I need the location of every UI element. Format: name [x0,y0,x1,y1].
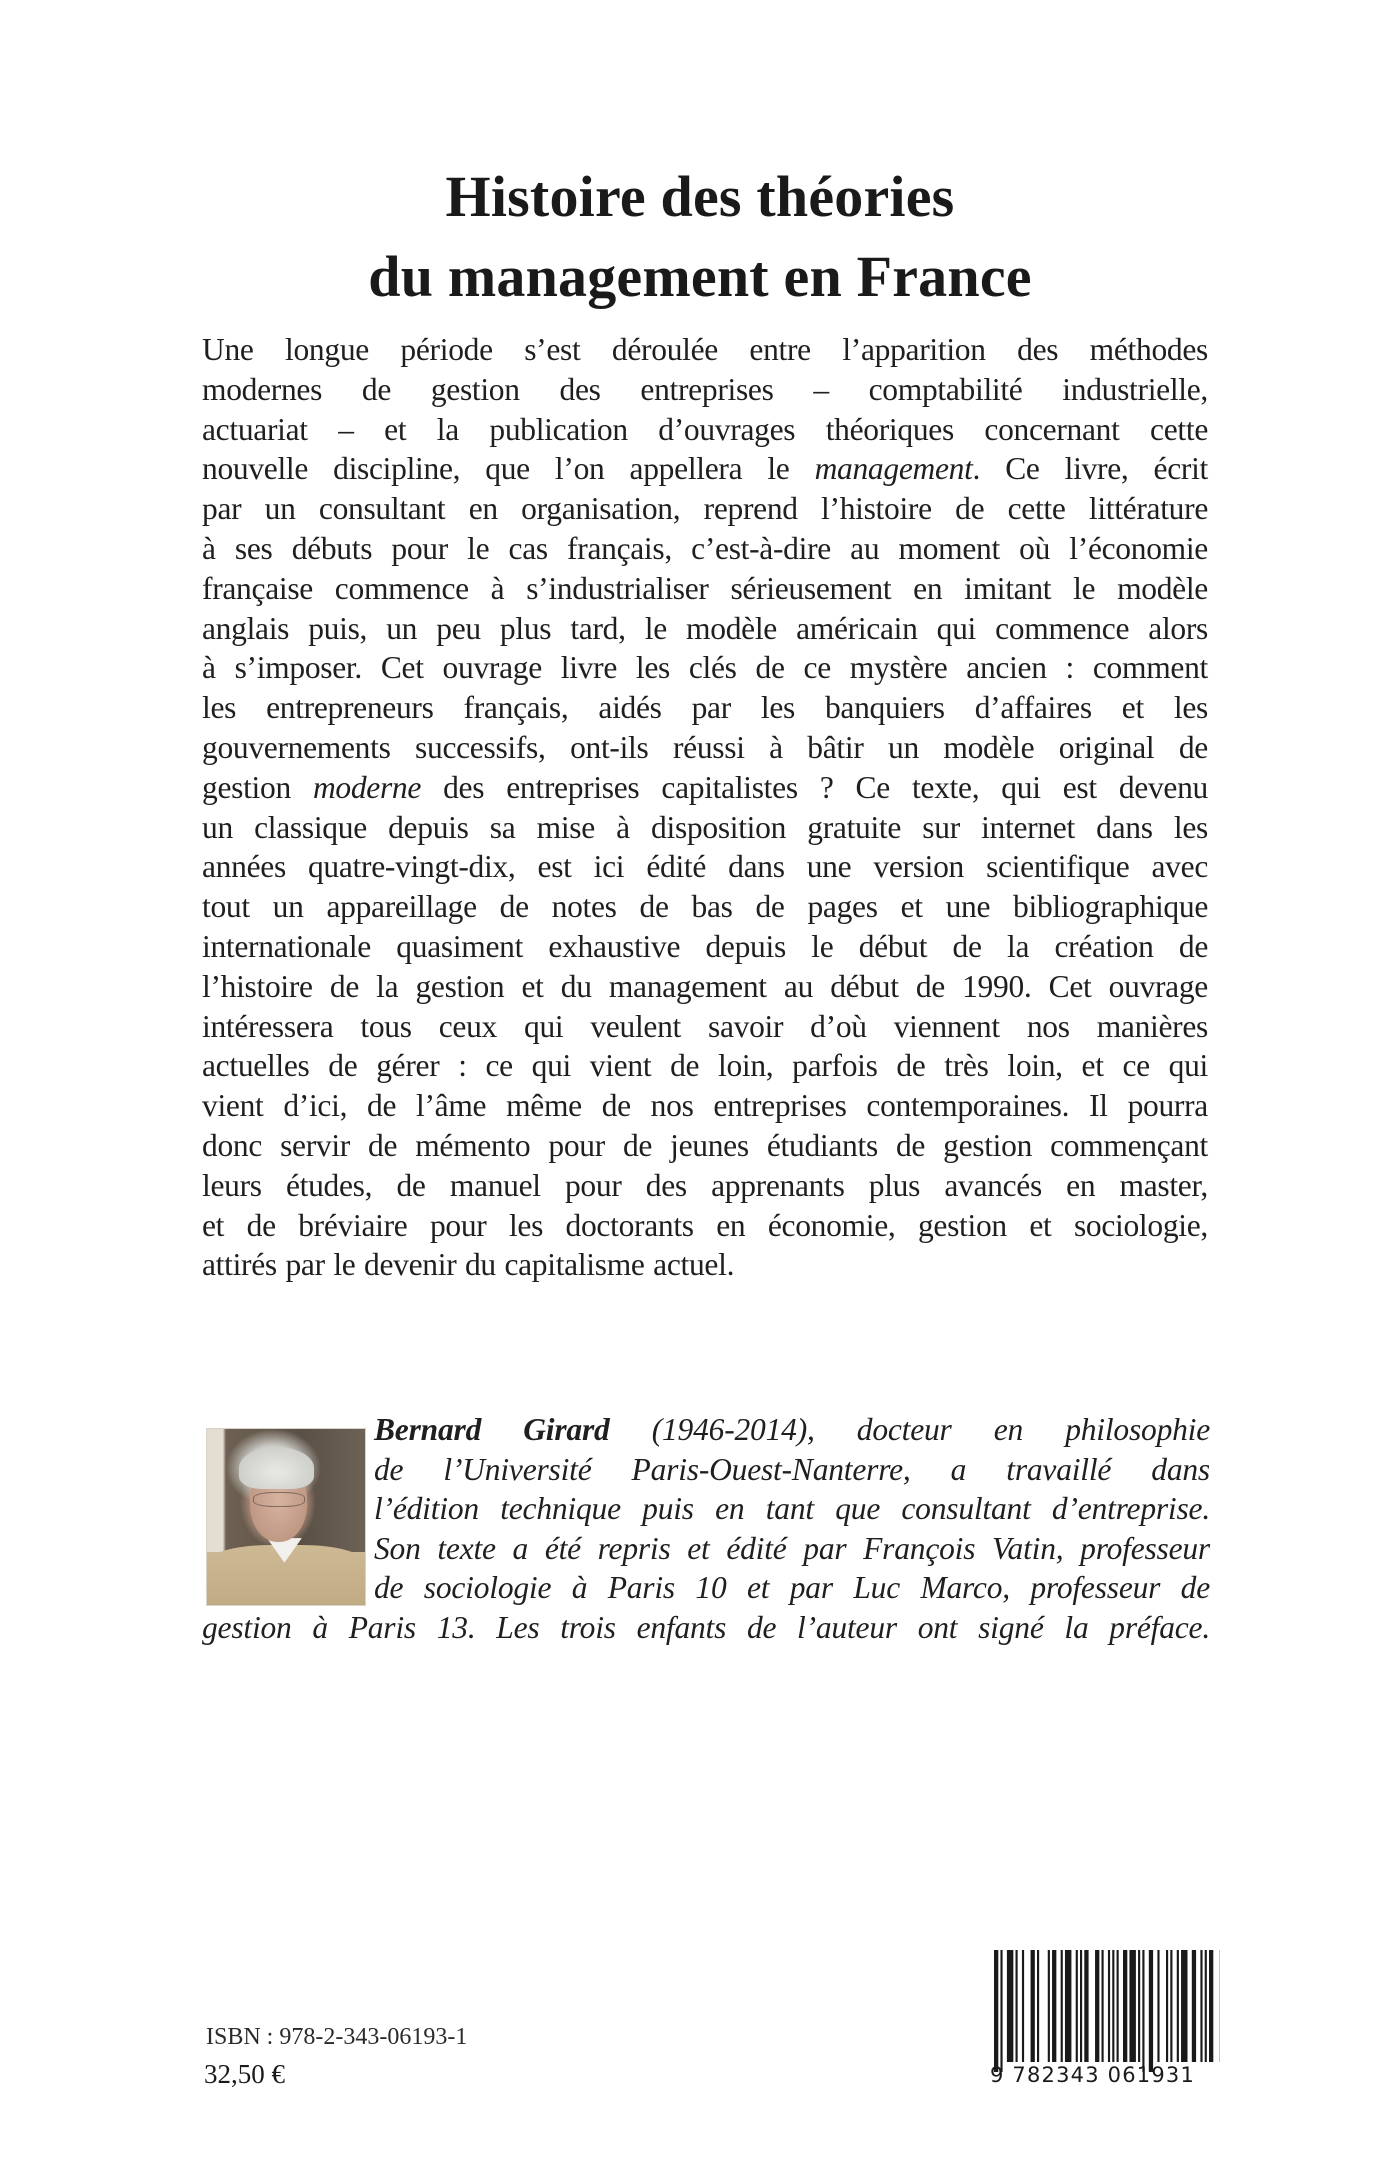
summary-line: Une longue période s’est déroulée entre l’apparition des méthodes [202,332,1208,367]
isbn-label: ISBN : 978-2-343-06193-1 [206,2024,468,2050]
summary-line: à s’imposer. Cet ouvrage livre les clés de ce mystère ancien : comment [202,650,1208,686]
summary-line: années quatre-vingt-dix, est ici édité dans une version scientifique avec [202,849,1208,885]
author-bio-last-line: gestion à Paris 13. Les trois enfants de l’auteur ont signé la préface. [202,1610,1210,1645]
author-bio-line: l’édition technique puis en tant que consultant d’entreprise. [374,1491,1210,1527]
author-name: Bernard Girard [374,1412,610,1447]
summary-line: gestion moderne des entreprises capitalistes ? Ce texte, qui est devenu [202,769,1208,805]
author-bio-line: de l’Université Paris-Ouest-Nanterre, a travaillé dans [374,1451,1210,1487]
summary-line: nouvelle discipline, que l’on appellera le management. Ce livre, écrit [202,451,1209,487]
summary-line: un classique depuis sa mise à disposition gratuite sur internet dans les [202,809,1208,845]
summary-line: actuariat – et la publication d’ouvrages théoriques concernant cette [202,411,1208,447]
summary-line: par un consultant en organisation, reprend l’histoire de cette littérature [202,491,1208,527]
summary-line: gouvernements successifs, ont-ils réussi à bâtir un modèle original de [202,729,1208,765]
author-bio-line: de sociologie à Paris 10 et par Luc Marco, professeur de [374,1570,1210,1606]
book-title [0,157,1400,317]
book-summary [202,330,1208,1285]
book-title-line-1: Histoire des théories [445,163,955,229]
summary-line: modernes de gestion des entreprises – comptabilité industrielle, [202,371,1208,407]
summary-line: et de bréviaire pour les doctorants en économie, gestion et sociologie, [202,1207,1208,1243]
author-photo [206,1428,366,1606]
summary-line: vient d’ici, de l’âme même de nos entreprises contemporaines. Il pourra [202,1088,1208,1124]
summary-line: leurs études, de manuel pour des apprenants plus avancés en master, [202,1167,1208,1203]
author-photo-hair [239,1447,315,1489]
summary-line: à ses débuts pour le cas français, c’est-à-dire au moment où l’économie [202,530,1208,566]
barcode-icon [990,1950,1220,2080]
summary-line: anglais puis, un peu plus tard, le modèle américain qui commence alors [202,610,1208,646]
summary-line: attirés par le devenir du capitalisme actuel. [202,1247,735,1283]
summary-line: les entrepreneurs français, aidés par les banquiers d’affaires et les [202,690,1208,726]
summary-line: donc servir de mémento pour de jeunes étudiants de gestion commençant [202,1127,1208,1163]
author-bio [374,1410,1210,1608]
summary-line: tout un appareillage de notes de bas de pages et une bibliographique [202,889,1208,925]
author-photo-glasses [253,1492,306,1506]
emphasis: moderne [312,769,422,805]
price-label: 32,50 € [204,2059,285,2089]
author-bio-line: Son texte a été repris et édité par François Vatin, professeur [374,1530,1210,1566]
summary-line: française commence à s’industrialiser sérieusement en imitant le modèle [202,570,1208,606]
summary-line: intéressera tous ceux qui veulent savoir d’où viennent nos manières [202,1008,1208,1044]
summary-line: l’histoire de la gestion et du management au début de 1990. Cet ouvrage [202,968,1208,1004]
summary-line: internationale quasiment exhaustive depuis le début de la création de [202,928,1208,964]
summary-line: actuelles de gérer : ce qui vient de loin, parfois de très loin, et ce qui [202,1048,1208,1084]
barcode-digits: 9 782343 061931 [990,2063,1196,2087]
author-bio-line: Bernard Girard (1946-2014), docteur en philosophie [374,1412,1210,1447]
emphasis: management [814,451,973,487]
book-title-line-2: du management en France [368,243,1032,309]
